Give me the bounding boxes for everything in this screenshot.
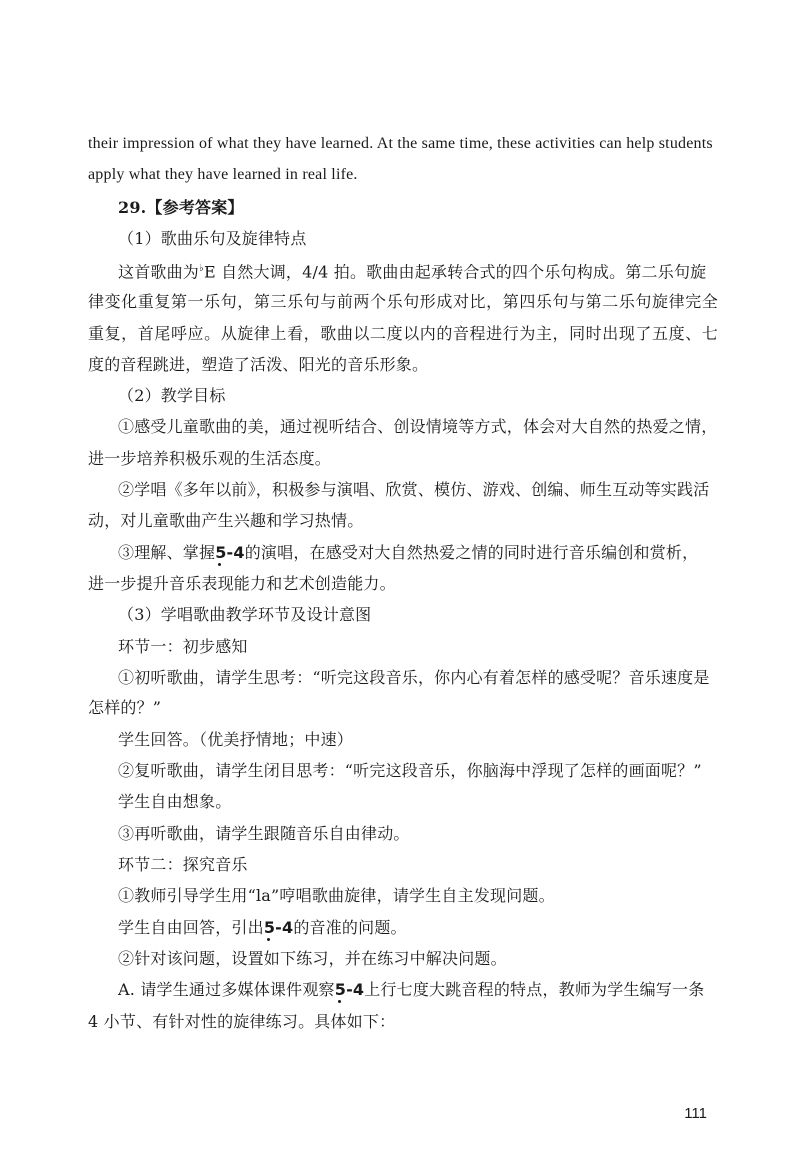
text-span: 学生自由回答，引出 (118, 918, 264, 937)
subsection-heading: 环节二：探究音乐 (118, 855, 248, 874)
text-span: 这首歌曲为 (118, 262, 200, 282)
paragraph-line: 度的音程跳进，塑造了活泼、阳光的音乐形象。 (88, 355, 429, 374)
paragraph-line: 律变化重复第一乐句，第三乐句与前两个乐句形成对比，第四乐句与第二乐句旋律完全 (88, 292, 718, 311)
paragraph-line: ②学唱《多年以前》，积极参与演唱、欣赏、模仿、游戏、创编、师生互动等实践活 (118, 480, 710, 499)
paragraph-line: 重复，首尾呼应。从旋律上看，歌曲以二度以内的音程进行为主，同时出现了五度、七 (88, 324, 718, 343)
paragraph-line (118, 258, 748, 283)
paragraph-line: ①感受儿童歌曲的美，通过视听结合、创设情境等方式，体会对大自然的热爱之情， (118, 417, 718, 436)
jianpu-notation: 5-4 (264, 918, 294, 937)
section-heading: （1）歌曲乐句及旋律特点 (118, 229, 307, 248)
paragraph-line: ①初听歌曲，请学生思考：“听完这段音乐，你内心有着怎样的感受呢？音乐速度是 (118, 668, 710, 687)
paragraph-line: 怎样的？” (88, 698, 162, 717)
jianpu-notation: 5-4 (215, 543, 245, 562)
paragraph-line: ②复听歌曲，请学生闭目思考：“听完这段音乐，你脑海中浮现了怎样的画面呢？” (118, 761, 702, 780)
paragraph-line: ③再听歌曲，请学生跟随音乐自由律动。 (118, 824, 410, 843)
paragraph-line: ①教师引导学生用“la”哼唱歌曲旋律，请学生自主发现问题。 (118, 886, 555, 905)
section-heading: （2）教学目标 (118, 386, 226, 405)
paragraph-line (118, 542, 748, 564)
page-number: 111 (684, 1105, 707, 1122)
paragraph-line: 4 小节、有针对性的旋律练习。具体如下： (88, 1012, 396, 1031)
jianpu-notation: 5-4 (335, 980, 365, 999)
paragraph-line: apply what they have learned in real life. (88, 166, 358, 183)
paragraph-line: 学生回答。（优美抒情地；中速） (118, 730, 354, 749)
text-span: 的演唱，在感受对大自然热爱之情的同时进行音乐编创和赏析， (244, 543, 699, 562)
text-span: 的音准的问题。 (293, 918, 407, 937)
paragraph-line: 进一步提升音乐表现能力和艺术创造能力。 (88, 574, 396, 593)
text-span: 上行七度大跳音程的特点，教师为学生编写一条 (364, 980, 705, 999)
paragraph-line (118, 917, 748, 939)
section-heading: （3）学唱歌曲教学环节及设计意图 (118, 605, 372, 624)
text-span: E 自然大调，4/4 拍。歌曲由起承转合式的四个乐句构成。第二乐句旋 (203, 262, 707, 282)
answer-heading: 29.【参考答案】 (118, 198, 244, 217)
paragraph-line: 进一步培养积极乐观的生活态度。 (88, 449, 332, 468)
paragraph-line: 动，对儿童歌曲产生兴趣和学习热情。 (88, 511, 364, 530)
text-span: ③理解、掌握 (118, 543, 216, 562)
paragraph-line (118, 979, 748, 1001)
paragraph-line: 学生自由想象。 (118, 792, 232, 811)
paragraph-line: their impression of what they have learned. At the same time, these activities can help students (88, 135, 713, 152)
text-span: A. 请学生通过多媒体课件观察 (118, 980, 335, 999)
subsection-heading: 环节一：初步感知 (118, 637, 248, 656)
flat-sign: ♭ (199, 263, 204, 274)
paragraph-line: ②针对该问题，设置如下练习，并在练习中解决问题。 (118, 949, 507, 968)
